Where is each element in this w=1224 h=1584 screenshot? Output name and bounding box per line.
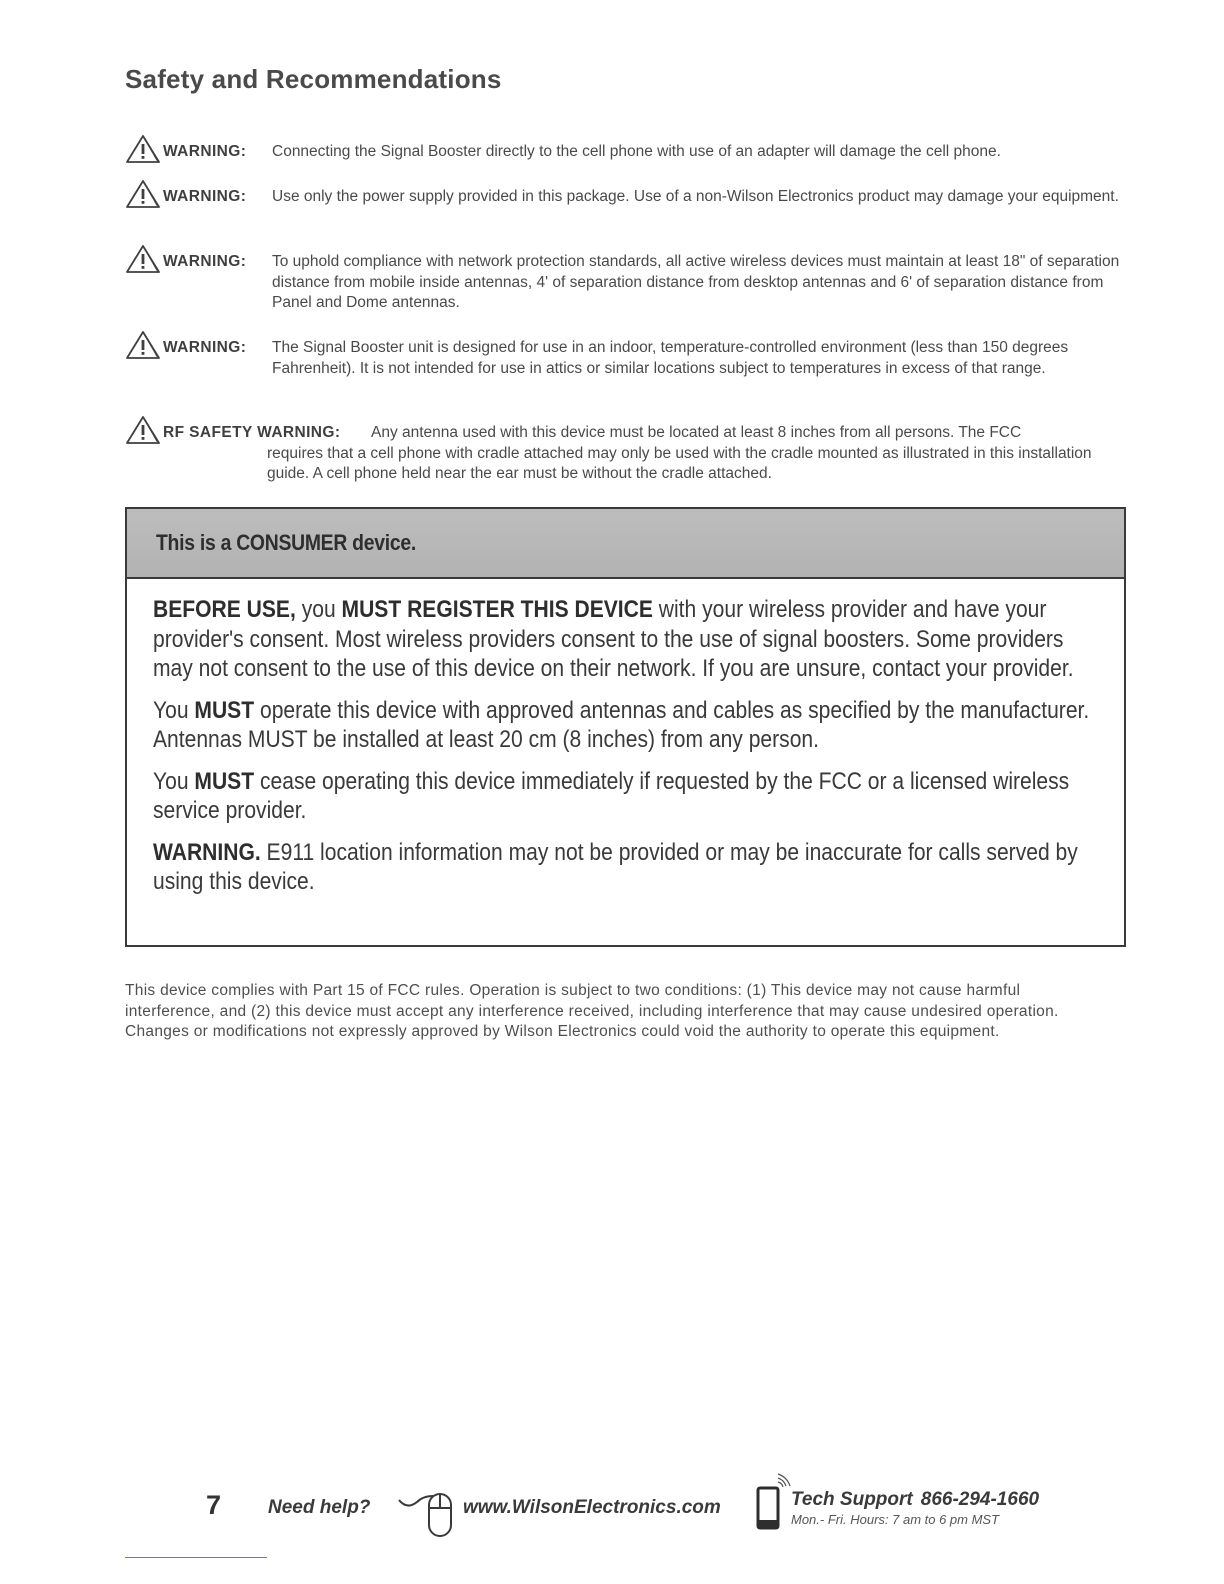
- support-hours: Mon.- Fri. Hours: 7 am to 6 pm MST: [791, 1512, 1000, 1527]
- warning-triangle-icon: [125, 244, 161, 274]
- p3-text2: cease operating this device immediately if requested by the FCC or a licensed wireless service provider.: [153, 767, 1070, 824]
- p2-text2: operate this device with approved antennas and cables as specified by the manufacturer. Antennas MUST be installed at least 20 cm (8 inches) from any person.: [153, 696, 1090, 753]
- rf-warning-text-first: Any antenna used with this device must be located at least 8 inches from all persons. The FCC: [371, 424, 1022, 441]
- tech-support-label: Tech Support: [791, 1489, 913, 1510]
- tech-support-phone[interactable]: 866-294-1660: [920, 1489, 1040, 1510]
- consumer-notice-title: [156, 530, 416, 556]
- consumer-notice-body: [127, 579, 1124, 897]
- warning-label: WARNING:: [163, 188, 247, 205]
- footer-underline-mark: [125, 1557, 267, 1558]
- p3-text1: You: [153, 767, 195, 795]
- consumer-notice-header: [127, 509, 1124, 579]
- computer-mouse-icon: [397, 1484, 457, 1540]
- warning-label: WARNING:: [163, 253, 247, 270]
- tech-support: [791, 1489, 1039, 1511]
- warning-text: The Signal Booster unit is designed for use in an indoor, temperature-controlled environment (less than 150 degrees Fahrenheit). It is not intended for use in attics or similar locations subject to temperatures in excess of that range.: [272, 339, 1069, 377]
- p1-text2: with your wireless provider and have your provider's consent. Most wireless providers consent to the use of signal boosters. Some providers may not consent to the use of this device on their network. If you are unsure, contact your provider.: [153, 596, 1074, 682]
- e911-warning-paragraph: [153, 838, 1099, 897]
- p4-warning-bold: WARNING.: [153, 838, 261, 866]
- before-use-bold: BEFORE USE,: [153, 596, 296, 623]
- rf-warning-text: [267, 423, 1121, 485]
- warning-label: WARNING:: [163, 339, 247, 356]
- must-register-bold: MUST REGISTER THIS DEVICE: [341, 596, 653, 623]
- warning-text: To uphold compliance with network protection standards, all active wireless devices must maintain at least 18" of separation distance from mobile inside antennas, 4' of separation distance from desktop antennas and 6' of separation distance from Panel and Dome antennas.: [272, 253, 1120, 311]
- warning-text: Use only the power supply provided in this package. Use of a non-Wilson Electronics product may damage your equipment.: [272, 188, 1119, 205]
- warning-label: WARNING:: [163, 143, 247, 160]
- consumer-title-prefix: This is a: [156, 530, 237, 555]
- consumer-title-suffix: device.: [347, 530, 416, 555]
- rf-warning-text-rest: requires that a cell phone with cradle attached may only be used with the cradle mounted as illustrated in this installation guide. A cell phone held near the ear must be without the cradle attached.: [267, 444, 1092, 482]
- page-footer: [0, 1470, 1224, 1550]
- warning-triangle-icon: [125, 415, 161, 445]
- fcc-compliance-statement: This device complies with Part 15 of FCC rules. Operation is subject to two conditions: (1) This device may not cause harmful interference, and (2) this device must accept any interference received, including interference that may cause undesired operation. Changes or modifications not expressly approved by Wilson Electronics could void the authority to operate this equipment.: [125, 982, 1059, 1040]
- register-paragraph: [153, 595, 1099, 684]
- page-number: 7: [206, 1490, 222, 1520]
- consumer-device-notice: [125, 507, 1126, 947]
- need-help-label: Need help?: [268, 1497, 371, 1518]
- warning-triangle-icon: [125, 134, 161, 164]
- p2-must-bold: MUST: [194, 696, 255, 724]
- page-title: Safety and Recommendations: [125, 64, 502, 94]
- website-link[interactable]: www.WilsonElectronics.com: [463, 1497, 721, 1518]
- antennas-paragraph: [153, 696, 1099, 755]
- rf-warning-label: RF SAFETY WARNING:: [163, 424, 341, 441]
- p4-text: E911 location information may not be provided or may be inaccurate for calls served by using this device.: [153, 838, 1078, 895]
- cease-operating-paragraph: [153, 767, 1099, 826]
- cell-phone-icon: [754, 1470, 794, 1532]
- warning-triangle-icon: [125, 179, 161, 209]
- consumer-title-bold: CONSUMER: [236, 530, 348, 555]
- p3-must-bold: MUST: [194, 767, 255, 795]
- warning-triangle-icon: [125, 330, 161, 360]
- p1-text1: you: [295, 596, 342, 623]
- p2-text1: You: [153, 696, 195, 724]
- warning-text: Connecting the Signal Booster directly to the cell phone with use of an adapter will damage the cell phone.: [272, 143, 1001, 160]
